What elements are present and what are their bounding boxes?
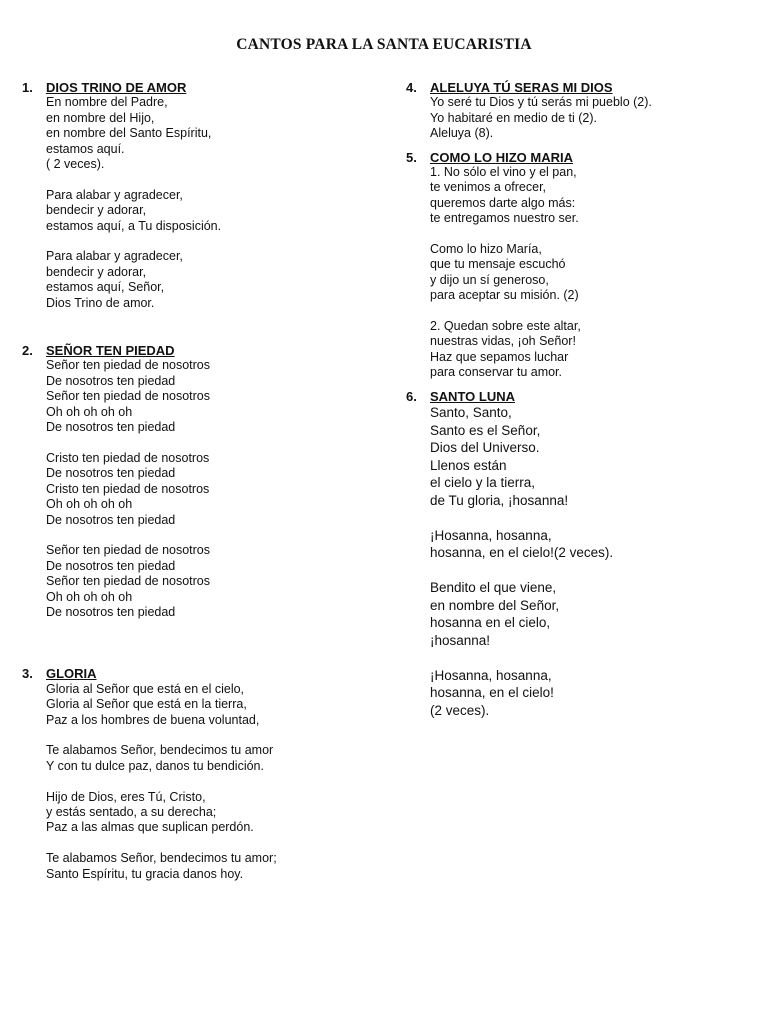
lyric-line: Dios Trino de amor.	[46, 295, 155, 310]
lyric-line: te entregamos nuestro ser.	[430, 211, 579, 226]
lyric-line: Haz que sepamos luchar	[430, 349, 569, 364]
lyric-line: nuestras vidas, ¡oh Señor!	[430, 334, 576, 349]
lyric-line: Yo seré tu Dios y tú serás mi pueblo (2).	[430, 95, 652, 110]
lyric-line: Paz a las almas que suplican perdón.	[46, 820, 254, 835]
lyric-line: para aceptar su misión. (2)	[430, 288, 579, 303]
stanza	[46, 358, 382, 435]
right-column	[406, 80, 746, 719]
lyric-line: 1. No sólo el vino y el pan,	[430, 165, 577, 180]
lyric-line: Santo Espíritu, tu gracia danos hoy.	[46, 866, 244, 881]
stanza	[46, 249, 382, 311]
lyric-line: bendecir y adorar,	[46, 203, 147, 218]
lyric-line: Gloria al Señor que está en el cielo,	[46, 681, 245, 696]
song-title: COMO LO HIZO MARIA	[430, 149, 573, 165]
lyric-line: Te alabamos Señor, bendecimos tu amor;	[46, 851, 277, 866]
lyric-line: Hijo de Dios, eres Tú, Cristo,	[46, 789, 206, 804]
lyric-line: Para alabar y agradecer,	[46, 249, 183, 264]
lyric-line: De nosotros ten piedad	[46, 466, 176, 481]
song-como-lo-hizo-maria	[406, 150, 746, 381]
lyric-line: que tu mensaje escuchó	[430, 257, 566, 272]
song-number: 3.	[22, 666, 33, 682]
lyric-line: Cristo ten piedad de nosotros	[46, 481, 210, 496]
lyric-line: Oh oh oh oh oh	[46, 497, 133, 512]
song-title: SANTO LUNA	[430, 388, 515, 404]
song-senor-ten-piedad	[22, 343, 382, 620]
lyric-line: estamos aquí, a Tu disposición.	[46, 218, 222, 233]
lyric-line: Y con tu dulce paz, danos tu bendición.	[46, 758, 264, 773]
stanza-gap	[46, 436, 382, 451]
lyric-line: De nosotros ten piedad	[46, 420, 176, 435]
song-number: 6.	[406, 388, 417, 404]
stanza	[430, 404, 746, 509]
lyric-line: Llenos están	[430, 457, 507, 473]
lyric-line: para conservar tu amor.	[430, 365, 563, 380]
song-aleluya-tu-seras-mi-dios	[406, 80, 746, 142]
stanza-gap	[430, 227, 746, 242]
stanza-gap	[430, 649, 746, 667]
lyric-line: hosanna en el cielo,	[430, 615, 551, 631]
lyric-line: hosanna, en el cielo!(2 veces).	[430, 545, 614, 561]
lyric-line: Dios del Universo.	[430, 440, 540, 456]
lyric-line: De nosotros ten piedad	[46, 512, 176, 527]
stanza-gap	[46, 836, 382, 851]
stanza	[430, 165, 746, 227]
lyric-line: el cielo y la tierra,	[430, 475, 536, 491]
lyric-line: de Tu gloria, ¡hosanna!	[430, 492, 569, 508]
lyric-line: y estás sentado, a su derecha;	[46, 804, 217, 819]
song-dios-trino-de-amor	[22, 80, 382, 311]
lyric-line: (2 veces).	[430, 702, 490, 718]
stanza	[46, 851, 382, 882]
stanza-gap	[46, 528, 382, 543]
stanza-gap	[46, 172, 382, 187]
lyric-line: Bendito el que viene,	[430, 580, 557, 596]
lyric-line: Como lo hizo María,	[430, 242, 542, 257]
lyric-line: en nombre del Hijo,	[46, 110, 155, 125]
page-title: CANTOS PARA LA SANTA EUCARISTIA	[236, 36, 532, 53]
lyric-line: Paz a los hombres de buena voluntad,	[46, 712, 260, 727]
song-gloria	[22, 666, 382, 882]
lyric-line: en nombre del Santo Espíritu,	[46, 126, 212, 141]
lyric-line: Señor ten piedad de nosotros	[46, 574, 211, 589]
stanza	[46, 188, 382, 234]
lyric-line: ¡Hosanna, hosanna,	[430, 527, 552, 543]
lyric-line: De nosotros ten piedad	[46, 558, 176, 573]
stanza	[430, 579, 746, 649]
stanza-gap	[46, 234, 382, 249]
lyric-line: hosanna, en el cielo!	[430, 685, 554, 701]
song-number: 2.	[22, 343, 33, 359]
stanza	[46, 95, 382, 172]
lyric-line: queremos darte algo más:	[430, 195, 576, 210]
lyric-line: ( 2 veces).	[46, 157, 105, 172]
stanza	[46, 451, 382, 528]
song-title: ALELUYA TÚ SERAS MI DIOS	[430, 80, 613, 95]
lyric-line: Santo, Santo,	[430, 405, 512, 421]
song-title: GLORIA	[46, 666, 97, 682]
song-title: SEÑOR TEN PIEDAD	[46, 343, 175, 359]
stanza-gap	[430, 562, 746, 580]
song-number: 5.	[406, 149, 417, 165]
lyric-line: Señor ten piedad de nosotros	[46, 543, 211, 558]
lyric-line: ¡hosanna!	[430, 632, 491, 648]
stanza	[430, 527, 746, 562]
lyric-line: Oh oh oh oh oh	[46, 404, 133, 419]
lyric-line: Gloria al Señor que está en la tierra,	[46, 697, 247, 712]
stanza-gap	[430, 304, 746, 319]
stanza-gap	[46, 774, 382, 789]
stanza-gap	[46, 728, 382, 743]
song-santo-luna	[406, 389, 746, 719]
stanza	[46, 543, 382, 620]
lyric-line: estamos aquí.	[46, 141, 125, 156]
lyric-line: Señor ten piedad de nosotros	[46, 358, 211, 373]
lyric-line: Santo es el Señor,	[430, 422, 541, 438]
stanza	[46, 743, 382, 774]
lyric-line: Te alabamos Señor, bendecimos tu amor	[46, 743, 274, 758]
lyric-line: Cristo ten piedad de nosotros	[46, 450, 210, 465]
stanza	[430, 667, 746, 720]
lyric-line: en nombre del Señor,	[430, 597, 560, 613]
song-number: 4.	[406, 80, 417, 95]
stanza	[430, 319, 746, 381]
stanza	[430, 242, 746, 304]
left-column	[22, 80, 382, 882]
lyric-line: 2. Quedan sobre este altar,	[430, 319, 581, 334]
lyric-line: Aleluya (8).	[430, 126, 494, 141]
lyric-line: y dijo un sí generoso,	[430, 272, 549, 287]
lyric-line: Señor ten piedad de nosotros	[46, 389, 211, 404]
lyric-line: ¡Hosanna, hosanna,	[430, 667, 552, 683]
stanza	[46, 790, 382, 836]
song-number: 1.	[22, 80, 33, 95]
lyric-line: De nosotros ten piedad	[46, 604, 176, 619]
lyric-line: En nombre del Padre,	[46, 95, 168, 110]
lyric-line: estamos aquí, Señor,	[46, 280, 165, 295]
lyric-line: Para alabar y agradecer,	[46, 187, 183, 202]
lyric-line: te venimos a ofrecer,	[430, 180, 547, 195]
lyric-line: Oh oh oh oh oh	[46, 589, 133, 604]
stanza	[46, 682, 382, 728]
lyric-line: De nosotros ten piedad	[46, 373, 176, 388]
lyric-line: bendecir y adorar,	[46, 264, 147, 279]
stanza-gap	[430, 509, 746, 527]
lyric-line: Yo habitaré en medio de ti (2).	[430, 110, 598, 125]
song-title: DIOS TRINO DE AMOR	[46, 80, 187, 95]
stanza	[430, 95, 746, 141]
